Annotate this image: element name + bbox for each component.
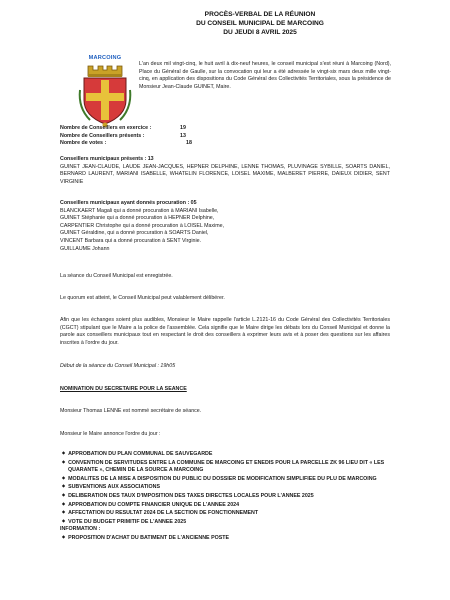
council-counts	[60, 125, 390, 148]
proxy-line: GUINET Géraldine, qui a donné procuration à SOARTS Daniel,	[60, 230, 209, 237]
count-label: Nombre de Conseillers en exercice :	[60, 125, 152, 131]
count-row-in-office	[60, 125, 390, 133]
agenda-item: ◆ DELIBERATION DES TAUX D'IMPOSITION DES TAXES DIRECTES LOCALES POUR L'ANNEE 2025	[60, 492, 390, 501]
document-title	[150, 10, 370, 37]
proxies-section	[60, 200, 390, 253]
count-label: Nombre de Conseillers présents :	[60, 132, 145, 139]
crest-name: MARCOING	[88, 55, 122, 61]
agenda-section	[60, 450, 390, 543]
present-section	[60, 156, 390, 186]
recording-notice: La séance du Conseil Municipal est enregistrée.	[60, 273, 173, 279]
agenda-item: ◆ SUBVENTIONS AUX ASSOCIATIONS	[60, 483, 390, 492]
information-label: INFORMATION :	[60, 526, 101, 533]
proxy-line: GUILLAUME Johann	[60, 245, 110, 252]
quorum-notice: Le quorum est atteint, le Conseil Municipal peut valablement délibérer.	[60, 295, 225, 301]
intro-paragraph: L'an deux mil vingt-cinq, le huit avril à dix-neuf heures, le conseil municipal s'est réuni à Marcoing (Nord), Place du Général de Gaulle, sur la convocation qui leur a été adressée le vingt-six mars deux mille vingt-cinq, en application des dispositions du Code Général des Collectivités Territoriales, sous la présidence de Monsieur Jean-Claude GUINET, Maire.	[139, 61, 391, 90]
agenda-item: ◆ APPROBATION DU PLAN COMMUNAL DE SAUVEGARDE	[60, 450, 390, 459]
information-item: ◆ PROPOSITION D'ACHAT DU BATIMENT DE L'ANCIENNE POSTE	[60, 534, 390, 543]
count-row-votes	[60, 140, 390, 148]
agenda-intro: Monsieur le Maire annonce l'ordre du jour :	[60, 431, 161, 437]
proxy-line: BLANCKAERT Magali qui a donné procuration à MARIANI Isabelle,	[60, 207, 219, 214]
municipal-crest	[76, 55, 134, 133]
secretary-text: Monsieur Thomas LENNE est nommé secrétaire de séance.	[60, 408, 202, 414]
count-value: 13	[180, 132, 186, 139]
exchanges-paragraph: Afin que les échanges soient plus audibles, Monsieur le Maire rappelle l'article L.2121-16 du Code Général des Collectivités Territoriales (CGCT) stipulant que le Maire a la police de l'assemblée. Cela signifie que le Maire dirige les débats lors du Conseil Municipal et donne la parole aux conseillers municipaux tout en respectant le droit des conseillers à exprimer leurs avis et à poser des questions sur les affaires inscrites à l'ordre du jour.	[60, 317, 390, 346]
count-value: 18	[186, 140, 192, 147]
proxy-line: GUINET Stéphanie qui a donné procuration à HEPNER Delphine,	[60, 215, 215, 222]
agenda-list	[60, 450, 390, 526]
title-line-2: DU CONSEIL MUNICIPAL DE MARCOING	[196, 20, 324, 27]
count-row-present	[60, 133, 390, 141]
count-value: 19	[180, 125, 186, 131]
title-line-1: PROCÈS-VERBAL DE LA RÉUNION	[204, 11, 316, 18]
title-line-3: DU JEUDI 8 AVRIL 2025	[223, 29, 297, 36]
session-start: Début de la séance du Conseil Municipal : 19h05	[60, 363, 176, 369]
information-list	[60, 534, 390, 543]
agenda-item: ◆ CONVENTION DE SERVITUDES ENTRE LA COMMUNE DE MARCOING ET ENEDIS POUR LA PARCELLE ZK 96 LIEU DIT « LES QUARANTE », CHEMIN DE LA SOURCE A MARCOING	[60, 459, 390, 475]
count-label: Nombre de votes :	[60, 140, 107, 147]
secretary-heading: NOMINATION DU SECRETAIRE POUR LA SEANCE	[60, 386, 187, 392]
agenda-item: ◆ MODALITES DE LA MISE A DISPOSITION DU PUBLIC DU DOSSIER DE MODIFICATION SIMPLIFIEE DU PLU DE MARCOING	[60, 475, 390, 484]
proxy-line: VINCENT Barbara qui a donné procuration à SENT Virginie.	[60, 237, 202, 244]
present-list: GUINET JEAN-CLAUDE, LAUDE JEAN-JACQUES, HEPNER DELPHINE, LENNE THOMAS, PLUVINAGE SYBILLE, SOARTS DANIEL, BERNARD LAURENT, MARIANI ISABELLE, WHATELIN FLORENCE, LOISEL MAXIME, MALBERET PIERRE, DAIEUX DIDIER, SENT VIRGINIE	[60, 163, 390, 185]
agenda-item: ◆ APPROBATION DU COMPTE FINANCIER UNIQUE DE L'ANNEE 2024	[60, 501, 390, 510]
agenda-item: ◆ AFFECTATION DU RESULTAT 2024 DE LA SECTION DE FONCTIONNEMENT	[60, 509, 390, 518]
coat-of-arms-icon	[76, 62, 134, 128]
proxies-heading: Conseillers municipaux ayant donnés procuration : 05	[60, 200, 197, 206]
proxy-line: CARPENTIER Christophe qui a donné procuration à LOISEL Maxime,	[60, 222, 225, 229]
agenda-item: ◆ VOTE DU BUDGET PRIMITIF DE L'ANNEE 2025	[60, 518, 390, 527]
present-heading: Conseillers municipaux présents : 13	[60, 156, 154, 162]
